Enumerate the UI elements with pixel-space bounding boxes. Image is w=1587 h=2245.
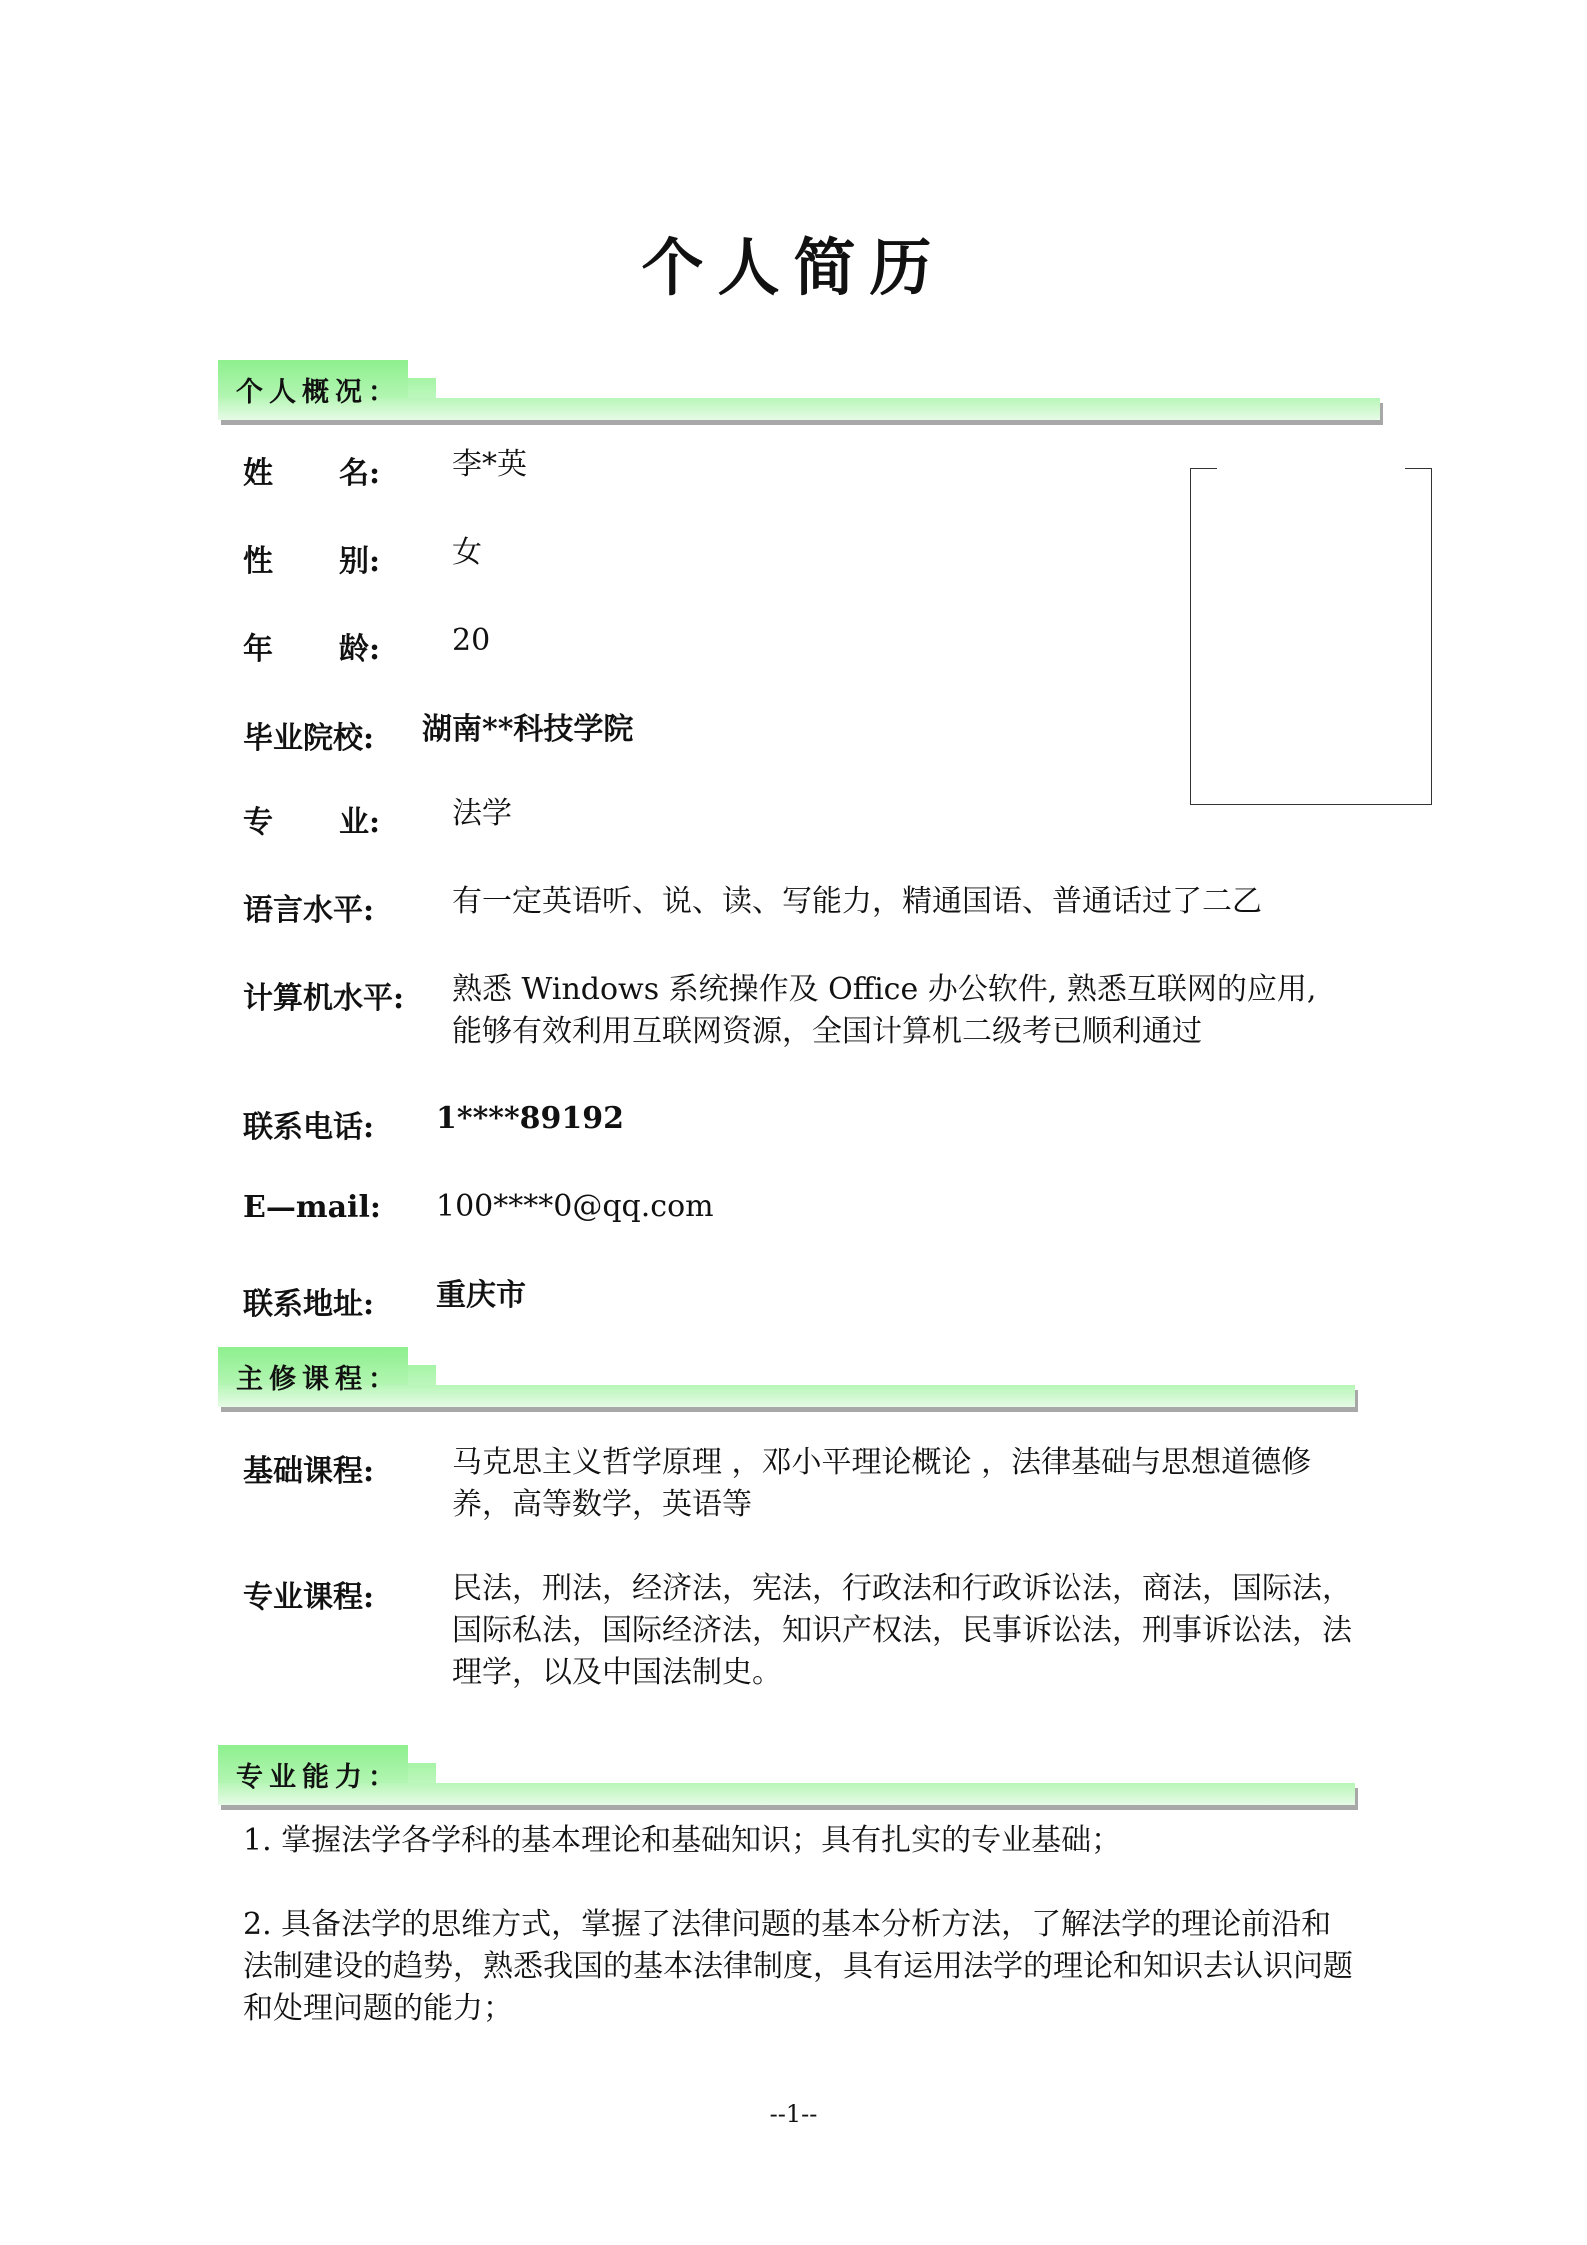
name-label: 姓 名: <box>243 456 381 491</box>
photo-placeholder <box>1190 468 1432 805</box>
major-courses-value: 民法，刑法，经济法，宪法，行政法和行政诉讼法，商法，国际法，国际私法，国际经济法，知识产权法，民事诉讼法，刑事诉讼法，法理学，以及中国法制史。 <box>452 1571 1352 1690</box>
computer-value-line1: 熟悉 Windows 系统操作及 Office 办公软件, 熟悉互联网的应用, <box>452 972 1317 1007</box>
major-label: 专 业: <box>243 805 381 840</box>
email-value: 100****0@qq.com <box>436 1189 714 1224</box>
language-label: 语言水平: <box>243 893 375 928</box>
gender-value: 女 <box>452 535 482 570</box>
name-value: 李*英 <box>452 447 527 482</box>
page-title: 个人简历 <box>641 231 946 304</box>
section-title-skills: 专业能力： <box>236 1762 401 1793</box>
phone-label: 联系电话: <box>243 1110 375 1145</box>
address-value: 重庆市 <box>436 1278 526 1313</box>
section-title-courses: 主修课程： <box>236 1364 401 1395</box>
computer-label: 计算机水平: <box>243 981 405 1016</box>
address-label: 联系地址: <box>243 1287 375 1322</box>
page-number: --1-- <box>769 2100 818 2128</box>
basic-courses-label: 基础课程: <box>243 1454 375 1489</box>
age-label: 年 龄: <box>243 632 381 667</box>
school-value: 湖南**科技学院 <box>422 712 634 747</box>
section-header-profile <box>218 360 1380 430</box>
phone-value: 1****89192 <box>436 1101 624 1136</box>
major-courses-label: 专业课程: <box>243 1580 375 1615</box>
section-title-profile: 个人概况： <box>236 377 401 408</box>
section-header-courses <box>218 1347 1355 1417</box>
school-label: 毕业院校: <box>243 721 375 756</box>
gender-label: 性 别: <box>243 544 381 579</box>
major-value: 法学 <box>452 796 512 831</box>
section-header-skills <box>218 1745 1355 1815</box>
basic-courses-value: 马克思主义哲学原理 ，邓小平理论概论 ，法律基础与思想道德修养，高等数学，英语等 <box>452 1445 1312 1522</box>
language-value: 有一定英语听、说、读、写能力，精通国语、普通话过了二乙 <box>452 884 1262 919</box>
skill-item-1: 1. 掌握法学各学科的基本理论和基础知识；具有扎实的专业基础； <box>243 1823 1122 1858</box>
email-label: E—mail: <box>243 1190 381 1225</box>
age-value: 20 <box>452 623 491 658</box>
skill-item-2: 2. 具备法学的思维方式，掌握了法律问题的基本分析方法，了解法学的理论前沿和法制建设的趋势，熟悉我国的基本法律制度，具有运用法学的理论和知识去认识问题和处理问题的能力； <box>243 1907 1353 2026</box>
computer-value-line2: 能够有效利用互联网资源，全国计算机二级考已顺利通过 <box>452 1014 1202 1049</box>
